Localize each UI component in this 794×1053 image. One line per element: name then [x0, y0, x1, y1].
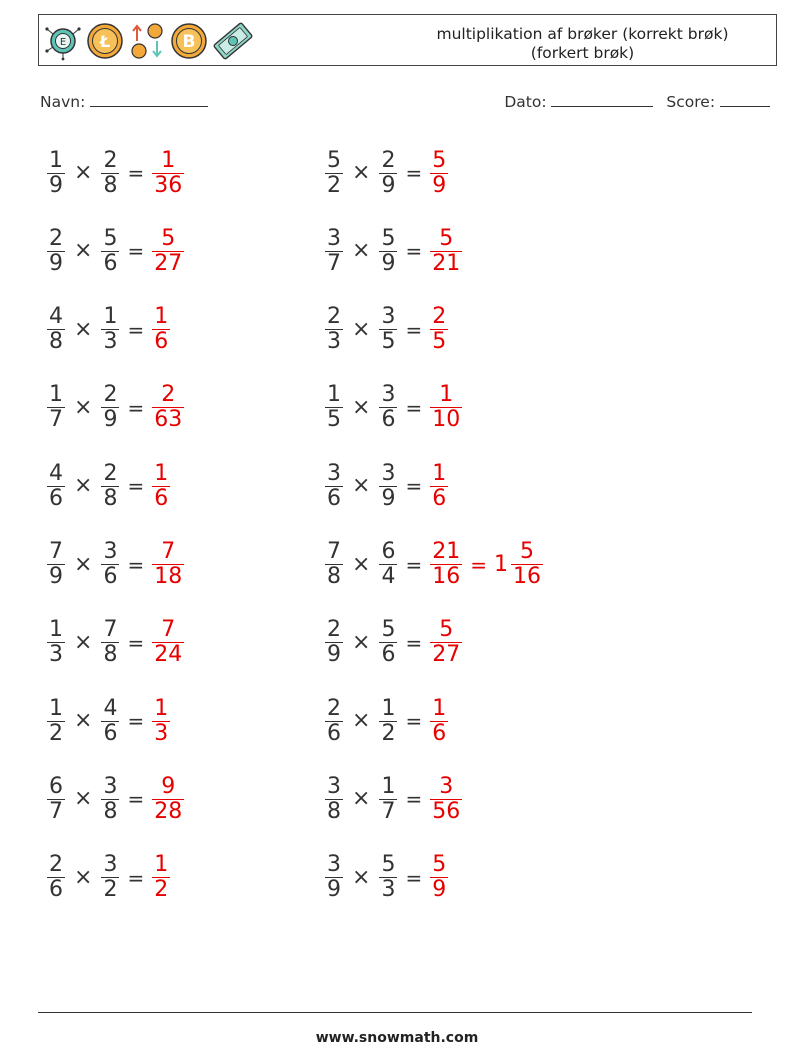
numerator: 1 — [49, 382, 63, 408]
fraction — [322, 540, 346, 589]
denominator: 6 — [49, 485, 63, 511]
fraction — [98, 618, 122, 667]
fraction — [98, 462, 122, 511]
fraction — [322, 149, 346, 198]
denominator: 9 — [381, 250, 396, 276]
answer-fraction — [427, 383, 465, 432]
answer-fraction — [427, 149, 451, 198]
fraction — [44, 149, 68, 198]
denominator: 16 — [432, 564, 461, 589]
equals-sign: = — [127, 709, 145, 734]
numerator: 1 — [49, 147, 63, 173]
denominator: 2 — [154, 877, 169, 903]
denominator: 63 — [154, 407, 183, 433]
times-sign: × — [74, 551, 93, 577]
fraction — [44, 697, 68, 746]
problem-item — [322, 142, 451, 204]
denominator: 9 — [432, 172, 447, 198]
numerator: 9 — [161, 773, 176, 799]
fraction — [98, 853, 122, 902]
answer-fraction — [149, 305, 173, 354]
denominator: 56 — [432, 798, 461, 824]
times-sign: × — [74, 629, 93, 655]
denominator: 24 — [154, 642, 183, 668]
denominator: 27 — [432, 642, 461, 668]
numerator: 5 — [519, 539, 534, 564]
numerator: 6 — [49, 773, 63, 799]
numerator: 3 — [327, 852, 341, 878]
denominator: 6 — [327, 485, 341, 511]
numerator: 1 — [154, 460, 169, 486]
equals-sign: = — [405, 709, 423, 734]
problem-item — [44, 377, 187, 439]
fraction — [44, 383, 68, 432]
equals-sign: = — [405, 395, 423, 420]
problem-item — [322, 455, 451, 517]
denominator: 16 — [512, 564, 541, 589]
problem-item — [44, 847, 173, 909]
denominator: 9 — [103, 407, 118, 433]
times-sign: × — [352, 394, 371, 420]
equals-sign: = — [405, 787, 423, 812]
fraction — [98, 383, 122, 432]
denominator: 8 — [103, 798, 118, 824]
answer-fraction — [427, 618, 465, 667]
denominator: 21 — [432, 250, 461, 276]
fraction — [376, 149, 400, 198]
times-sign: × — [74, 160, 93, 185]
answer-fraction — [508, 540, 546, 589]
numerator: 2 — [161, 382, 176, 408]
banknote-icon — [211, 21, 255, 61]
problem-item — [322, 220, 465, 282]
equals-sign: = — [127, 787, 145, 812]
equals-sign: = — [127, 474, 145, 499]
numerator: 5 — [439, 225, 454, 251]
numerator: 2 — [381, 147, 396, 173]
equals-sign: = — [127, 161, 145, 185]
answer-fraction — [427, 697, 451, 746]
title-line-2: (forkert brøk) — [530, 44, 635, 62]
numerator: 1 — [49, 695, 63, 721]
problem-item — [44, 690, 173, 752]
denominator: 2 — [327, 172, 341, 198]
numerator: 2 — [327, 695, 341, 721]
fraction — [98, 305, 122, 354]
problem-item — [44, 768, 187, 830]
denominator: 8 — [103, 485, 118, 511]
denominator: 5 — [327, 407, 341, 433]
numerator: 3 — [103, 539, 118, 564]
crypto-coin-icon — [43, 21, 83, 61]
denominator: 9 — [49, 172, 63, 198]
denominator: 6 — [327, 720, 341, 746]
denominator: 2 — [49, 720, 63, 746]
fraction — [98, 227, 122, 276]
numerator: 1 — [154, 852, 169, 878]
denominator: 6 — [103, 250, 118, 276]
numerator: 1 — [439, 382, 454, 408]
problem-item — [322, 847, 451, 909]
fraction — [44, 540, 68, 589]
times-sign: × — [352, 551, 371, 577]
problem-item — [44, 220, 187, 282]
numerator: 3 — [103, 852, 118, 878]
denominator: 2 — [103, 877, 118, 903]
numerator: 1 — [432, 460, 447, 486]
times-sign: × — [74, 864, 93, 890]
numerator: 1 — [49, 617, 63, 643]
numerator: 1 — [327, 382, 341, 408]
fraction — [322, 618, 346, 667]
equals-sign: = — [405, 317, 423, 342]
equals-sign: = — [127, 395, 145, 420]
denominator: 7 — [381, 798, 396, 824]
equals-sign: = — [405, 161, 423, 185]
name-blank[interactable] — [90, 92, 208, 107]
problem-item — [322, 534, 546, 596]
worksheet-title — [419, 25, 746, 63]
times-sign: × — [74, 238, 93, 264]
fraction — [322, 853, 346, 902]
denominator: 18 — [154, 564, 183, 589]
equals-sign: = — [127, 317, 145, 342]
answer-fraction — [427, 462, 451, 511]
fraction — [376, 775, 400, 824]
times-sign: × — [74, 786, 93, 812]
problem-item — [44, 142, 187, 204]
numerator: 5 — [161, 225, 176, 251]
problem-item — [322, 377, 465, 439]
denominator: 8 — [103, 642, 118, 668]
denominator: 36 — [154, 172, 183, 198]
fraction — [376, 227, 400, 276]
fraction — [44, 618, 68, 667]
numerator: 2 — [327, 304, 341, 330]
denominator: 8 — [49, 329, 63, 355]
numerator: 2 — [432, 304, 447, 330]
denominator: 3 — [154, 720, 169, 746]
times-sign: × — [352, 786, 371, 812]
name-field — [40, 92, 208, 111]
denominator: 8 — [327, 564, 341, 589]
equals-sign: = — [127, 239, 145, 264]
equals-sign: = — [127, 552, 145, 577]
equals-sign: = — [405, 552, 423, 577]
problem-item — [44, 534, 187, 596]
answer-fraction — [149, 853, 173, 902]
header-box — [38, 14, 777, 66]
fraction — [322, 383, 346, 432]
fraction — [44, 853, 68, 902]
numerator: 3 — [327, 225, 341, 251]
fraction — [44, 227, 68, 276]
equals-sign: = — [127, 630, 145, 655]
denominator: 2 — [381, 720, 396, 746]
fraction — [376, 853, 400, 902]
answer-fraction — [149, 227, 187, 276]
numerator: 2 — [103, 460, 118, 486]
denominator: 9 — [327, 642, 341, 668]
problem-item — [322, 768, 465, 830]
denominator: 6 — [432, 720, 447, 746]
score-blank[interactable] — [720, 92, 770, 107]
denominator: 6 — [103, 564, 118, 589]
date-label: Dato: — [504, 93, 547, 111]
fraction — [98, 697, 122, 746]
numerator: 2 — [103, 382, 118, 408]
times-sign: × — [74, 316, 93, 342]
fraction — [98, 540, 122, 589]
denominator: 9 — [49, 564, 63, 589]
denominator: 9 — [432, 877, 447, 903]
denominator: 6 — [154, 329, 169, 355]
mixed-whole: 1 — [493, 552, 508, 577]
denominator: 9 — [49, 250, 63, 276]
denominator: 6 — [381, 407, 396, 433]
fraction — [44, 462, 68, 511]
equals-sign: = — [470, 552, 487, 577]
name-label: Navn: — [40, 93, 86, 111]
footer-divider — [38, 1012, 752, 1013]
fraction — [322, 227, 346, 276]
fraction — [44, 305, 68, 354]
denominator: 6 — [103, 720, 118, 746]
denominator: 8 — [103, 172, 118, 198]
numerator: 2 — [103, 147, 118, 173]
numerator: 5 — [381, 225, 396, 251]
answer-fraction — [149, 383, 187, 432]
times-sign: × — [74, 473, 93, 499]
coin-exchange-icon — [127, 21, 167, 61]
answer-fraction — [149, 775, 187, 824]
denominator: 3 — [103, 329, 118, 355]
denominator: 3 — [49, 642, 63, 668]
times-sign: × — [352, 316, 371, 342]
numerator: 3 — [381, 460, 396, 486]
fraction — [376, 540, 400, 589]
fraction — [322, 775, 346, 824]
fraction — [44, 775, 68, 824]
numerator: 1 — [103, 304, 118, 330]
numerator: 4 — [49, 460, 63, 486]
numerator: 5 — [327, 147, 341, 173]
denominator: 8 — [327, 798, 341, 824]
equals-sign: = — [127, 865, 145, 890]
equals-sign: = — [405, 474, 423, 499]
answer-fraction — [427, 227, 465, 276]
numerator: 5 — [432, 147, 447, 173]
denominator: 6 — [154, 485, 169, 511]
answer-fraction — [427, 305, 451, 354]
denominator: 28 — [154, 798, 183, 824]
times-sign: × — [352, 160, 371, 185]
litecoin-icon — [85, 21, 125, 61]
equals-sign: = — [405, 239, 423, 264]
problem-item — [322, 299, 451, 361]
denominator: 10 — [432, 407, 461, 433]
answer-fraction — [149, 540, 187, 589]
fraction — [376, 383, 400, 432]
answer-fraction — [427, 540, 465, 589]
numerator: 1 — [154, 304, 169, 330]
fraction — [376, 618, 400, 667]
problem-item — [322, 612, 465, 674]
denominator: 6 — [432, 485, 447, 511]
denominator: 6 — [49, 877, 63, 903]
numerator: 7 — [49, 539, 63, 564]
numerator: 1 — [161, 147, 176, 173]
problem-item — [322, 690, 451, 752]
footer-url: www.snowmath.com — [315, 1030, 479, 1046]
numerator: 2 — [49, 852, 63, 878]
denominator: 5 — [432, 329, 447, 355]
answer-fraction — [427, 775, 465, 824]
denominator: 4 — [381, 564, 396, 589]
fraction — [322, 305, 346, 354]
fraction — [376, 462, 400, 511]
numerator: 5 — [381, 617, 396, 643]
numerator: 7 — [161, 617, 176, 643]
numerator: 5 — [439, 617, 454, 643]
score-label: Score: — [666, 93, 716, 111]
fraction — [376, 305, 400, 354]
times-sign: × — [352, 864, 371, 890]
numerator: 4 — [49, 304, 63, 330]
answer-fraction — [427, 853, 451, 902]
problem-item — [44, 299, 173, 361]
times-sign: × — [74, 394, 93, 420]
times-sign: × — [74, 708, 93, 734]
times-sign: × — [352, 238, 371, 264]
denominator: 9 — [381, 172, 396, 198]
answer-fraction — [149, 462, 173, 511]
numerator: 3 — [381, 304, 396, 330]
fraction — [98, 775, 122, 824]
denominator: 3 — [327, 329, 341, 355]
numerator: 5 — [103, 225, 118, 251]
numerator: 3 — [103, 773, 118, 799]
numerator: 2 — [327, 617, 341, 643]
denominator: 6 — [381, 642, 396, 668]
denominator: 7 — [327, 250, 341, 276]
numerator: 1 — [381, 695, 396, 721]
bitcoin-icon — [169, 21, 209, 61]
denominator: 3 — [381, 877, 396, 903]
date-blank[interactable] — [551, 92, 653, 107]
numerator: 6 — [381, 539, 396, 564]
svg-text:Ł: Ł — [99, 32, 111, 51]
numerator: 7 — [327, 539, 341, 564]
fraction — [322, 697, 346, 746]
equals-sign: = — [405, 865, 423, 890]
numerator: 21 — [432, 539, 461, 564]
date-score-fields — [504, 92, 770, 111]
fraction — [98, 149, 122, 198]
numerator: 4 — [103, 695, 118, 721]
numerator: 3 — [381, 382, 396, 408]
times-sign: × — [352, 473, 371, 499]
problem-item — [44, 612, 187, 674]
icon-strip — [43, 19, 255, 63]
problem-item — [44, 455, 173, 517]
denominator: 5 — [381, 329, 396, 355]
numerator: 1 — [381, 773, 396, 799]
numerator: 5 — [432, 852, 447, 878]
fraction — [376, 697, 400, 746]
numerator: 7 — [103, 617, 118, 643]
denominator: 27 — [154, 250, 183, 276]
numerator: 3 — [439, 773, 454, 799]
equals-sign: = — [405, 630, 423, 655]
svg-text:E: E — [59, 37, 67, 48]
answer-fraction — [149, 618, 187, 667]
answer-fraction — [149, 149, 187, 198]
numerator: 1 — [154, 695, 169, 721]
times-sign: × — [352, 708, 371, 734]
numerator: 2 — [49, 225, 63, 251]
denominator: 9 — [327, 877, 341, 903]
fraction — [322, 462, 346, 511]
numerator: 3 — [327, 460, 341, 486]
denominator: 9 — [381, 485, 396, 511]
numerator: 7 — [161, 539, 176, 564]
denominator: 7 — [49, 407, 63, 433]
svg-text:B: B — [182, 32, 196, 52]
answer-fraction — [149, 697, 173, 746]
numerator: 5 — [381, 852, 396, 878]
denominator: 7 — [49, 798, 63, 824]
numerator: 1 — [432, 695, 447, 721]
numerator: 3 — [327, 773, 341, 799]
times-sign: × — [352, 629, 371, 655]
title-line-1: multiplikation af brøker (korrekt brøk) — [436, 25, 729, 43]
